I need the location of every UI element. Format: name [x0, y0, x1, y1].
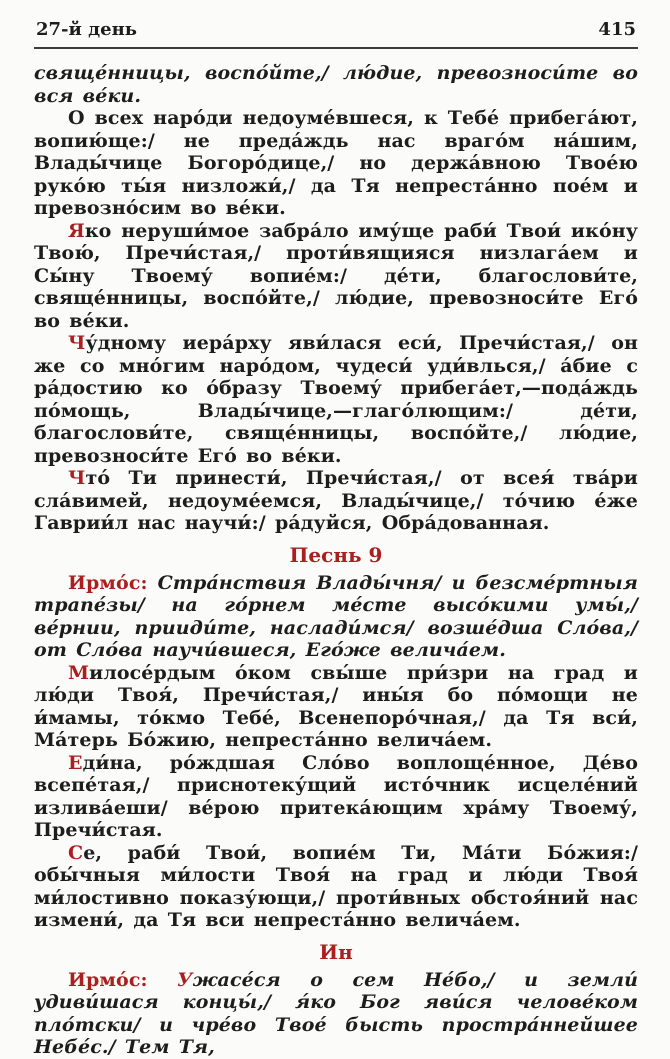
section-heading: Песнь 9	[289, 542, 383, 567]
drop-initial: Е	[68, 751, 83, 774]
irmos-label: Ирмо́с:	[68, 571, 158, 594]
running-head	[34, 20, 638, 40]
drop-initial: Ч	[68, 332, 86, 354]
irmos-paragraph	[34, 969, 638, 1059]
drop-initial: М	[68, 661, 90, 684]
verse-paragraph	[34, 467, 638, 535]
continuation-paragraph	[34, 62, 638, 107]
paragraph-text: то́ Ти принести́, Пречи́стая,/ от всея́ тва́ри сла́вимей, недоуме́емся, Влады́чице,/ то́чию е́же Гаврии́л нас научи́:/ ра́дуйся, Обра́дованная.	[34, 467, 638, 534]
paragraph-text: е, раби́ Твои́, вопие́м Ти, Ма́ти Бо́жия:/ обы́чныя ми́лости Твоя́ на град и лю́ди Твоя́ ми́лостивно показу́ющи,/ проти́вных обстоя́ний нас измени́, да Тя вси непреста́нно велича́ем.	[34, 841, 638, 931]
verse-paragraph	[34, 107, 638, 220]
page-body	[34, 62, 638, 1059]
drop-initial: У	[177, 968, 193, 991]
drop-initial: О	[68, 107, 85, 129]
irmos-paragraph	[34, 572, 638, 662]
header-rule	[34, 47, 638, 49]
drop-initial: Ч	[68, 467, 86, 489]
page-number: 415	[598, 19, 636, 40]
drop-initial: С	[68, 841, 84, 864]
verse-paragraph	[34, 842, 638, 932]
paragraph-text: всех наро́ди недоуме́вшеся, к Тебе́ прибега́ют, вопию́ще:/ не преда́ждь нас враго́м на́шим, Влады́чице Богоро́дице,/ но держа́вною Твое́ю руко́ю ты́я низложи́,/ да Тя непреста́нно пое́м и превозно́сим во ве́ки.	[34, 107, 638, 219]
irmos-label: Ирмо́с:	[68, 968, 178, 991]
verse-paragraph	[34, 332, 638, 467]
section-heading: Ин	[319, 939, 353, 964]
verse-paragraph	[34, 220, 638, 333]
paragraph-text: ди́на, ро́ждшая Сло́во воплоще́нное, Де́во всепе́тая,/ приснотеку́щий исто́чник исцеле́ний излива́еши/ ве́рою притека́ющим хра́му Твоему́, Пречи́стая.	[34, 751, 638, 841]
verse-paragraph	[34, 752, 638, 842]
paragraph-text: Стра́нствия Влады́чня/ и безсме́ртныя трапе́зы/ на го́рнем ме́сте высо́кими умы́,/ ве́рнии, прииди́те, наслади́мся/ возше́дша Сло́ва,/ от Сло́ва научи́вшеся, Его́же велича́ем.	[34, 571, 638, 661]
paragraph-text: свяще́нницы, воспо́йте,/ лю́дие, превозноси́те во вся ве́ки.	[34, 62, 638, 107]
drop-initial: Я	[68, 219, 85, 242]
verse-paragraph	[34, 662, 638, 752]
paragraph-text: ко неруши́мое забра́ло иму́ще раби́ Твои́ ико́ну Твою́, Пречи́стая,/ проти́вящияся низлага́ем и Сы́ну Твоему́ вопие́м:/ де́ти, благослови́те, свяще́нницы, воспо́йте,/ лю́дие, превозноси́те Его́ во ве́ки.	[34, 219, 638, 332]
running-head-day: 27-й день	[36, 19, 137, 40]
paragraph-text: илосе́рдым о́ком свы́ше при́зри на град и лю́ди Твоя́, Пречи́стая,/ ины́я бо по́мощи не и́мамы, то́кмо Тебе́, Всенепоро́чная,/ да Тя вси́, Ма́терь Бо́жию, непреста́нно велича́ем.	[34, 661, 638, 751]
paragraph-text: жасе́ся о сем Не́бо,/ и земли́ удиви́шася концы́,/ я́ко Бог яви́ся челове́ком пло́тски/ и чре́во Твое́ бысть простра́ннейшее Небе́с./ Тем Тя,	[34, 968, 639, 1058]
paragraph-text: у́дному иера́рху яви́лася еси́, Пречи́стая,/ он же со мно́гим наро́дом, чудеси́ уди́влься,/ а́бие с ра́достию ко о́бразу Твоему́ прибега́ет,—пода́ждь по́мощь, Влады́чице,—глаго́лющим:/ де́ти, благослови́те, свяще́нницы, воспо́йте,/ лю́дие, превозноси́те Его́ во ве́ки.	[34, 332, 638, 467]
